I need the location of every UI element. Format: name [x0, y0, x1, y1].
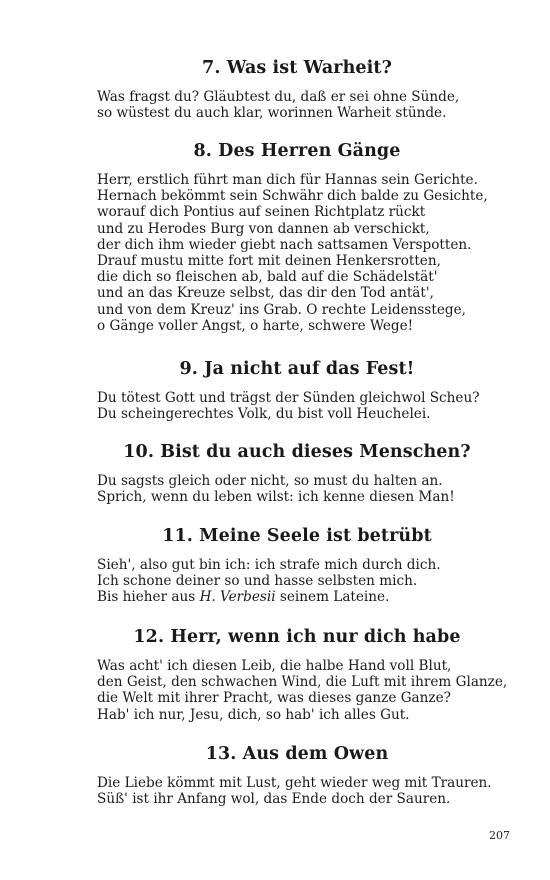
poem-12 — [97, 626, 508, 723]
poem-title: 11. Meine Seele ist betrübt — [162, 526, 432, 546]
poem-7 — [97, 57, 497, 121]
poem-line: Sieh', also gut bin ich: ich strafe mich durch dich. — [97, 557, 441, 573]
poem-line: Drauf mustu mitte fort mit deinen Henkersrotten, — [97, 253, 441, 270]
poem-title: 13. Aus dem Owen — [205, 744, 389, 764]
poem-line: den Geist, den schwachen Wind, die Luft mit ihrem Glanze, — [97, 674, 508, 691]
poem-line: Hernach bekömmt sein Schwähr dich balde zu Gesichte, — [97, 188, 488, 205]
poem-title: 9. Ja nicht auf das Fest! — [179, 359, 415, 379]
poem-line: Sprich, wenn du leben wilst: ich kenne diesen Man! — [97, 489, 455, 506]
poem-line: der dich ihm wieder giebt nach sattsamen Verspotten. — [97, 236, 472, 253]
poem-line: und von dem Kreuz' ins Grab. O rechte Leidensstege, — [97, 301, 466, 318]
poem-11 — [97, 525, 497, 606]
poem-line: und an das Kreuze selbst, das dir den Tod antät', — [97, 285, 434, 302]
poem-title: 10. Bist du auch dieses Menschen? — [123, 442, 471, 462]
poem-8 — [97, 140, 497, 334]
poem-line: Die Liebe kömmt mit Lust, geht wieder weg mit Trauren. — [97, 775, 492, 791]
poem-line: so wüstest du auch klar, worinnen Warheit stünde. — [97, 105, 447, 122]
poem-13 — [97, 743, 497, 807]
poem-line: Herr, erstlich führt man dich für Hannas sein Gerichte. — [97, 172, 478, 188]
poem-title: 7. Was ist Warheit? — [202, 58, 392, 78]
poem-line: o Gänge voller Angst, o harte, schwere Wege! — [97, 317, 414, 334]
poem-title: 8. Des Herren Gänge — [193, 141, 401, 161]
poem-line: worauf dich Pontius auf seinen Richtplatz rückt — [97, 204, 426, 221]
page-number: 207 — [489, 829, 510, 842]
poem-line: Hab' ich nur, Jesu, dich, so hab' ich alles Gut. — [97, 706, 410, 723]
poem-10 — [97, 441, 497, 505]
poem-line: Ich schone deiner so und hasse selbsten mich. — [97, 573, 418, 590]
poem-title: 12. Herr, wenn ich nur dich habe — [133, 627, 461, 647]
attribution-suffix: seinem Lateine. — [275, 589, 390, 606]
poem-line: Was acht' ich diesen Leib, die halbe Hand voll Blut, — [97, 658, 452, 674]
poem-line: und zu Herodes Burg von dannen ab verschickt, — [97, 220, 430, 237]
poem-9 — [97, 358, 497, 422]
poem-attribution — [97, 589, 497, 605]
poem-line: Was fragst du? Gläubtest du, daß er sei ohne Sünde, — [97, 89, 460, 105]
poem-line: Du tötest Gott und trägst der Sünden gleichwol Scheu? — [97, 390, 480, 406]
poem-line: Du scheingerechtes Volk, du bist voll Heuchelei. — [97, 406, 431, 423]
attribution-source: H. Verbesii — [199, 589, 276, 606]
poem-line: die dich so fleischen ab, bald auf die Schädelstät' — [97, 269, 438, 286]
attribution-prefix: Bis hieher aus — [97, 589, 200, 606]
poem-line: Süß' ist ihr Anfang wol, das Ende doch der Sauren. — [97, 791, 451, 808]
poem-line: die Welt mit ihrer Pracht, was dieses ganze Ganze? — [97, 690, 451, 707]
poem-line: Du sagsts gleich oder nicht, so must du halten an. — [97, 473, 443, 489]
